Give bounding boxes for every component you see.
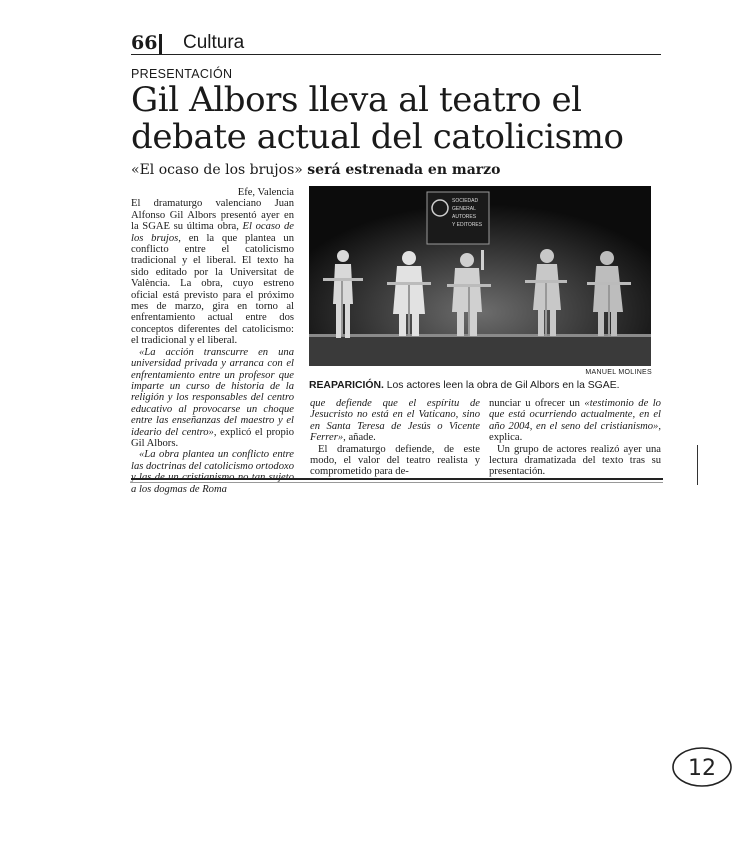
article-column-2 (310, 398, 480, 478)
sign-line-1: SOCIEDAD (452, 198, 479, 204)
p3-quote: «La obra plantea un conflicto entre las doctrinas del catolicismo ortodoxo a los dogmas de Roma (131, 449, 295, 495)
masthead (131, 32, 661, 54)
sign-line-4: Y EDITORES (452, 222, 483, 228)
sign-line-3: AUTORES (452, 214, 477, 220)
photo-credit: MANUEL MOLINES (585, 369, 652, 376)
col2-paragraph-2: El dramaturgo defiende, de este modo, el valor del teatro realista y comprometido para de- (310, 443, 480, 478)
article-column-3 (489, 398, 661, 478)
p2-quote: «La acción transcurre en una universidad privada y arranca con el enfrentamiento entre un profesor que imparte un curso de historia de la religión y los responsables del centro educativo al provocarse un choque entre las enseñanzas del maestro y el ideario del centro» (131, 346, 294, 438)
handwritten-stamp (668, 742, 738, 792)
page-number: 66 (131, 32, 158, 54)
col3-paragraph-2: Un grupo de actores realizó ayer una lectura dramatizada del texto tras su presentación. (489, 443, 661, 478)
paragraph-2 (131, 347, 294, 450)
masthead-divider (159, 34, 162, 54)
section-name: Cultura (183, 32, 245, 53)
col2-quote: que defiende que el espíritu de Jesucristo no está en el Vaticano, sino en Santa Teresa de Jesús o Vicente Ferrer» (310, 398, 480, 444)
photo-caption (309, 380, 659, 391)
col3-quote: «testimonio de lo que está ocurriendo actualmente, en el año 2004, en el seno del cristianismo» (489, 398, 661, 432)
article-column-1 (131, 187, 294, 495)
subhead-quoted-title: «El ocaso de los brujos» (131, 162, 303, 178)
stage-photo (309, 186, 651, 366)
col2-paragraph-1 (310, 398, 480, 444)
p1-play-title: El ocaso de los brujos (131, 221, 294, 244)
caption-label: REAPARICIÓN. (309, 380, 384, 391)
subheadline (131, 162, 500, 178)
masthead-rule (131, 54, 661, 55)
p1-text-b: , en la que plantea un conflicto entre el catolicismo tradicional y el liberal. El texto ha sido editado por la Universitat de València. La obra, cuyo estreno oficial está previsto para el próximo mes de marzo, gira en torno al enfrentamiento actual entre dos conceptos diferentes del catolicismo: el tradicional y el liberal. (131, 232, 295, 347)
paragraph-3 (131, 449, 294, 495)
byline: Efe, Valencia (237, 187, 294, 198)
col2-after: , añade. (343, 432, 376, 444)
col3-text-a: nunciar u ofrecer un (489, 398, 585, 409)
bottom-rule-thin (131, 482, 663, 483)
kicker: PRESENTACIÓN (131, 67, 233, 81)
col3-paragraph-1 (489, 398, 661, 444)
subhead-rest: será estrenada en marzo (307, 162, 501, 178)
col3-after: , explica. (489, 420, 661, 444)
caption-text: Los actores leen la obra de Gil Albors en la SGAE. (386, 380, 620, 391)
p1-text-a: El dramaturgo valenciano Juan Alfonso Gil Albors presentó ayer en la SGAE su última obra, (131, 198, 294, 233)
headline: Gil Albors lleva al teatro el debate actual del catolicismo (131, 80, 624, 157)
paragraph-1 (131, 198, 294, 346)
sign-line-2: GENERAL (452, 206, 476, 212)
stage-photo-graphic (309, 186, 651, 366)
stamp-number: 12 (688, 756, 716, 781)
bottom-rule (131, 478, 663, 480)
p2-after: , explicó el propio Gil Albors. (131, 426, 294, 449)
edge-rule (697, 445, 698, 485)
